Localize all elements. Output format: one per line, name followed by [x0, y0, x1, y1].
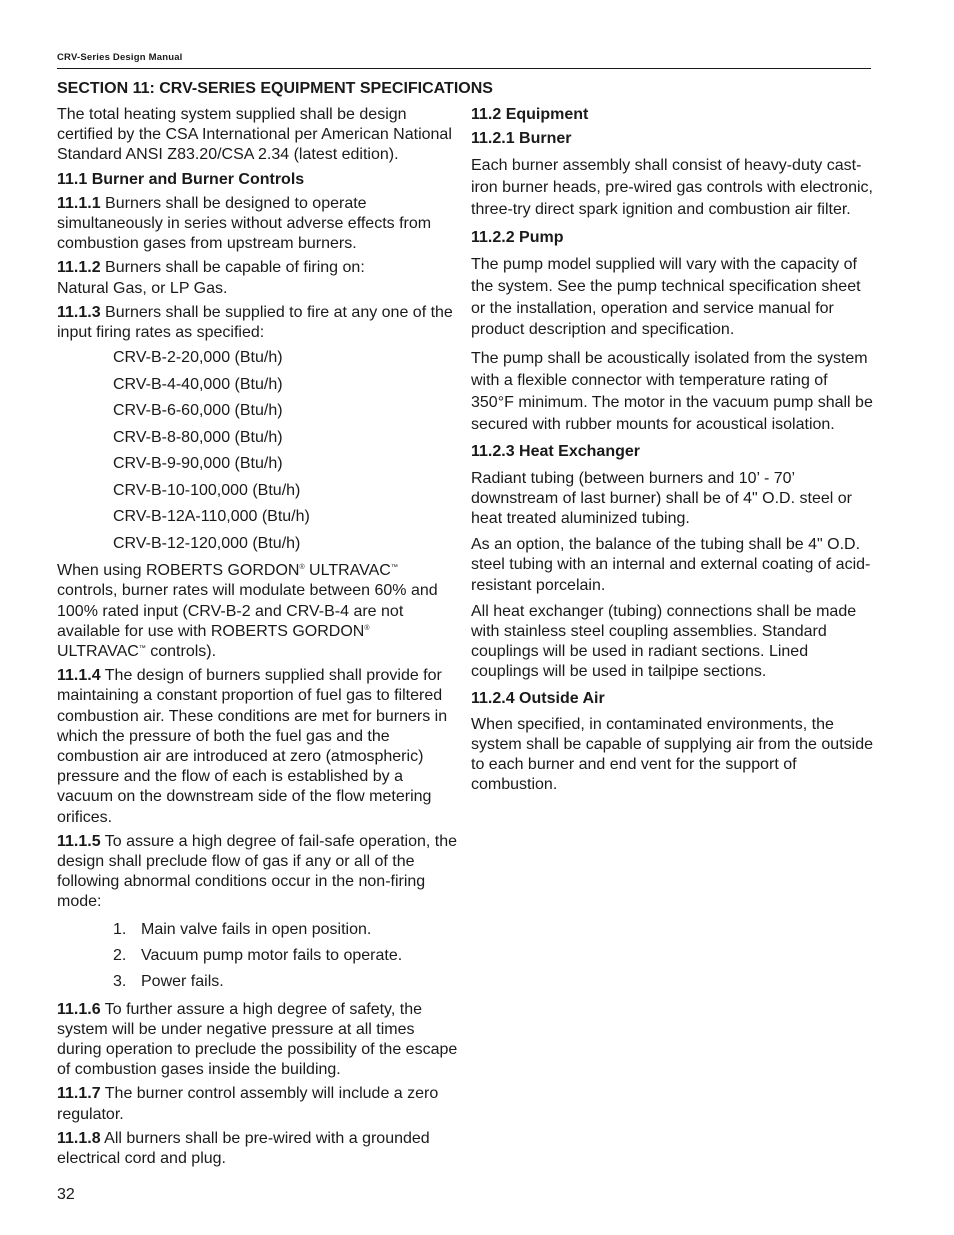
ultravac-paragraph — [57, 561, 461, 662]
clause-text: Burners shall be supplied to fire at any one of the input firing rates as specified: — [57, 303, 453, 342]
text-run: ULTRAVAC — [57, 643, 139, 661]
list-item: CRV-B-8-80,000 (Btu/h) — [113, 428, 283, 446]
heat-exchanger-paragraph-3: All heat exchanger (tubing) connections shall be made with stainless steel coupling assemblies. Standard couplings will be used in radiant sections. Lined couplings will be used in tailpipe sections. — [471, 602, 857, 681]
heading-11-2-3: 11.2.3 Heat Exchanger — [471, 443, 640, 461]
heading-11-2-1: 11.2.1 Burner — [471, 130, 572, 148]
clause-number: 11.1.3 — [57, 303, 101, 321]
clause-text: To assure a high degree of fail-safe operation, the design shall preclude flow of gas if any or all of the following abnormal conditions occur in the non-firing mode: — [57, 832, 457, 911]
heading-11-2: 11.2 Equipment — [471, 106, 589, 123]
registered-mark: ® — [364, 624, 370, 632]
paragraph-11-1-4 — [57, 666, 461, 828]
clause-number: 11.1.1 — [57, 194, 101, 212]
paragraph-11-1-2 — [57, 258, 461, 298]
clause-text: The burner control assembly will include a zero regulator. — [57, 1085, 439, 1123]
list-marker: 2. — [113, 946, 127, 964]
list-item — [113, 969, 461, 995]
list-item: CRV-B-10-100,000 (Btu/h) — [113, 481, 301, 499]
left-column — [57, 105, 461, 1173]
intro-paragraph: The total heating system supplied shall be design certified by the CSA International per American National Standard ANSI Z83.20/CSA 2.34 (latest edition). — [57, 106, 452, 164]
list-item: CRV-B-6-60,000 (Btu/h) — [113, 402, 283, 420]
text-run: ULTRAVAC — [304, 562, 391, 580]
list-item — [113, 917, 461, 943]
running-header: CRV-Series Design Manual — [57, 52, 183, 63]
clause-text: To further assure a high degree of safety, the system will be under negative pressure at all times during operation to preclude the possibility of the escape of combustion gases inside the building. — [57, 1000, 458, 1079]
heading-11-2-4: 11.2.4 Outside Air — [471, 689, 605, 707]
firing-rate-list — [113, 345, 461, 557]
pump-paragraph-2: The pump shall be acoustically isolated from the system with a flexible connector with temperature rating of 350°F minimum. The motor in the vacuum pump shall be secured with rubber mounts for acoustical isolation. — [471, 350, 873, 433]
list-marker: 3. — [113, 973, 127, 991]
list-marker: 1. — [113, 920, 127, 938]
clause-number: 11.1.5 — [57, 832, 101, 850]
clause-number: 11.1.2 — [57, 259, 101, 277]
clause-text: The design of burners supplied shall provide for maintaining a constant proportion of fuel gas to filtered combustion air. These conditions are met for burners in which the pressure of both the fuel gas and the combustion air are introduced at zero (atmospheric) pressure and the flow of each is established by a vacuum on the downstream side of the flow metering orifices. — [57, 667, 448, 826]
paragraph-11-1-7 — [57, 1084, 461, 1124]
registered-mark: ® — [299, 564, 305, 572]
list-item: CRV-B-2-20,000 (Btu/h) — [113, 349, 283, 367]
trademark-mark: ™ — [138, 645, 146, 653]
list-item — [113, 943, 461, 969]
abnormal-conditions-list — [113, 917, 461, 996]
list-item: CRV-B-12-120,000 (Btu/h) — [113, 534, 301, 552]
outside-air-paragraph: When specified, in contaminated environments, the system shall be capable of supplying air from the outside to each burner and end vent for the support of combustion. — [471, 715, 873, 794]
paragraph-11-1-6 — [57, 1000, 461, 1081]
text-run: controls, burner rates will modulate between 60% and 100% rated input (CRV-B-2 and CRV-B-4 are not available for use with ROBERTS GORDON — [57, 582, 438, 640]
paragraph-11-1-5 — [57, 832, 461, 913]
burner-paragraph: Each burner assembly shall consist of heavy-duty cast-iron burner heads, pre-wired gas controls with electronic, three-try direct spark ignition and combustion air filter. — [471, 157, 873, 218]
clause-text-2: Natural Gas, or LP Gas. — [57, 279, 228, 297]
section-title: SECTION 11: CRV-SERIES EQUIPMENT SPECIFICATIONS — [57, 80, 493, 97]
list-item-text: Power fails. — [141, 973, 224, 991]
list-item: CRV-B-12A-110,000 (Btu/h) — [113, 508, 310, 526]
header-rule — [57, 68, 871, 69]
heat-exchanger-paragraph-2: As an option, the balance of the tubing shall be 4" O.D. steel tubing with an internal and external coating of acid-resistant porcelain. — [471, 536, 871, 594]
clause-number: 11.1.6 — [57, 1000, 101, 1018]
paragraph-11-1-8 — [57, 1129, 461, 1169]
list-item: CRV-B-4-40,000 (Btu/h) — [113, 375, 283, 393]
text-run: When using ROBERTS GORDON — [57, 562, 300, 580]
list-item-text: Main valve fails in open position. — [141, 920, 372, 938]
clause-number: 11.1.8 — [57, 1129, 101, 1147]
clause-text: All burners shall be pre-wired with a grounded electrical cord and plug. — [57, 1129, 430, 1167]
trademark-mark: ™ — [390, 564, 398, 572]
pump-paragraph-1: The pump model supplied will vary with the capacity of the system. See the pump technical specification sheet or the installation, operation and service manual for product description and specification. — [471, 256, 861, 339]
paragraph-11-1-3 — [57, 303, 461, 343]
right-column — [471, 105, 873, 802]
heat-exchanger-paragraph-1: Radiant tubing (between burners and 10’ - 70’ downstream of last burner) shall be of 4" O.D. steel or heat treated aluminized tubing. — [471, 469, 852, 527]
clause-text: Burners shall be capable of firing on: — [100, 259, 365, 277]
clause-number: 11.1.4 — [57, 667, 101, 685]
clause-text: Burners shall be designed to operate simultaneously in series without adverse effects from combustion gases from upstream burners. — [57, 194, 432, 253]
text-run: controls). — [145, 643, 217, 661]
page-number: 32 — [57, 1186, 75, 1203]
list-item: CRV-B-9-90,000 (Btu/h) — [113, 455, 283, 473]
list-item-text: Vacuum pump motor fails to operate. — [141, 946, 403, 964]
paragraph-11-1-1 — [57, 194, 461, 255]
heading-11-2-2: 11.2.2 Pump — [471, 228, 564, 246]
heading-11-1: 11.1 Burner and Burner Controls — [57, 170, 305, 188]
clause-number: 11.1.7 — [57, 1085, 101, 1103]
